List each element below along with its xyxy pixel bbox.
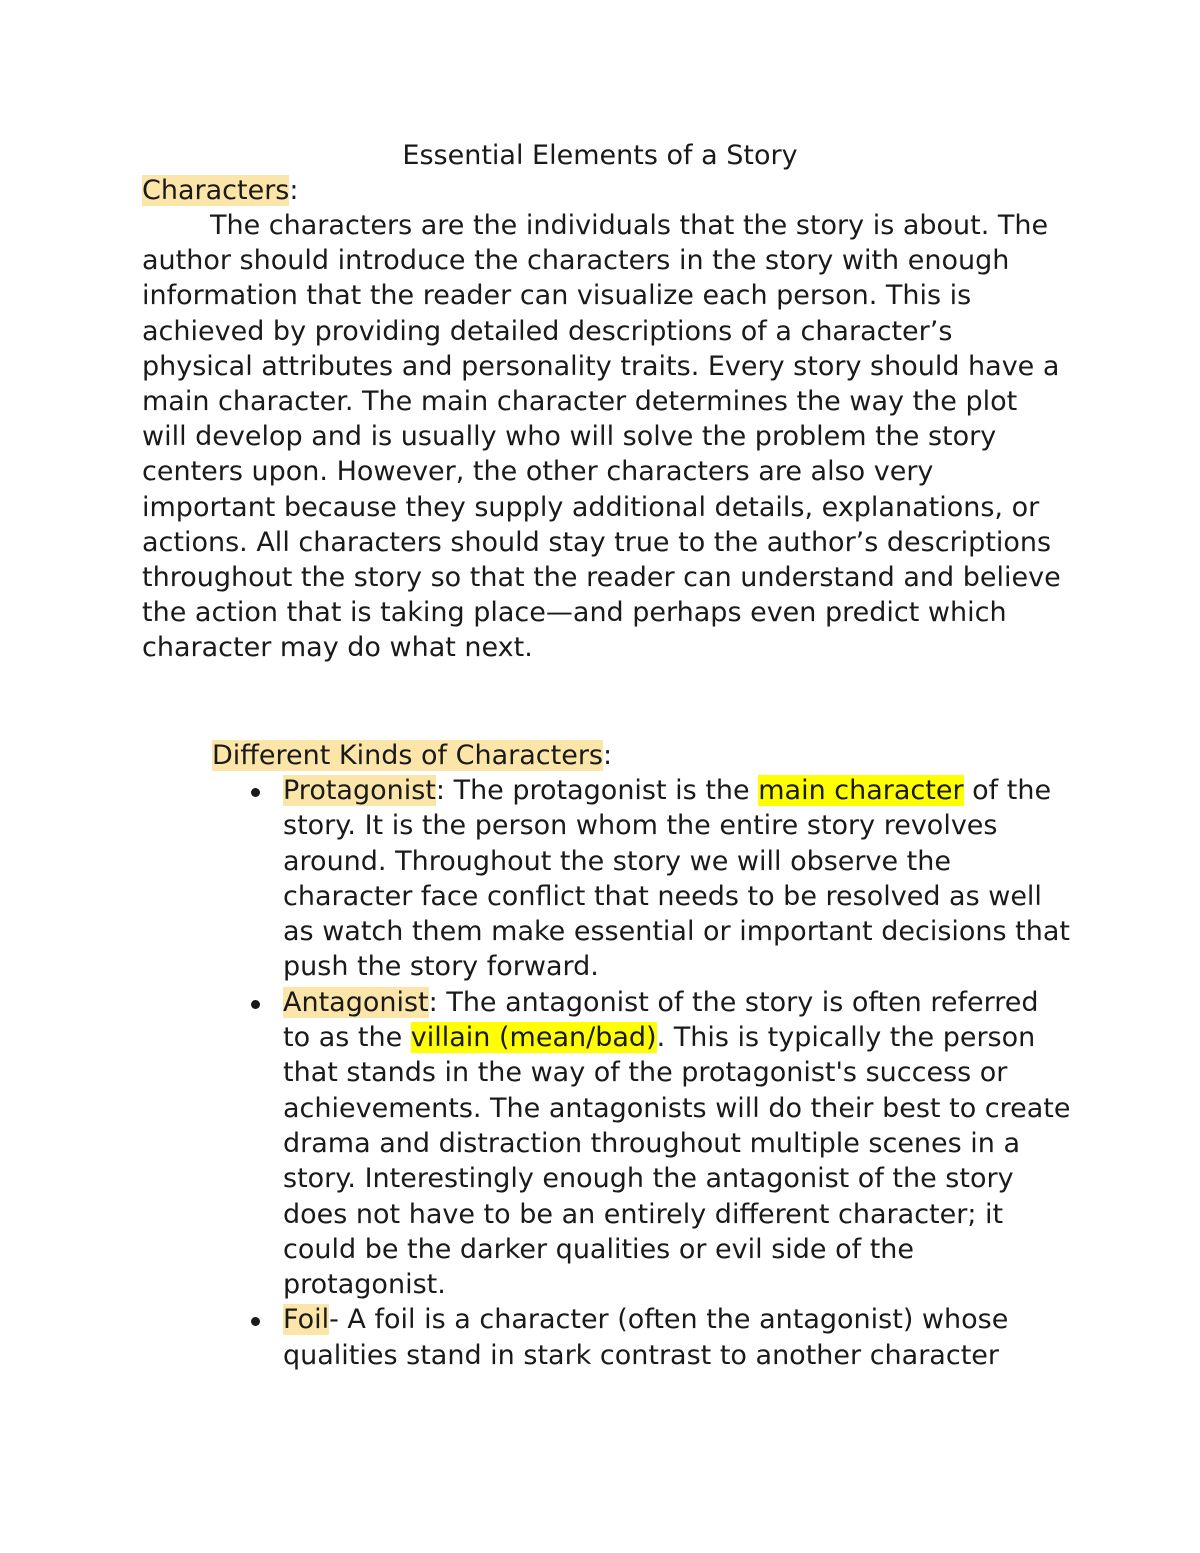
term-antagonist: Antagonist [283, 986, 429, 1018]
characters-heading-label: Characters [142, 175, 290, 206]
kinds-heading-colon: : [603, 740, 613, 771]
kinds-heading [212, 738, 612, 773]
kinds-heading-label: Different Kinds of Characters [212, 740, 603, 771]
characters-heading-colon: : [289, 175, 299, 206]
characters-paragraph: The characters are the individuals that the story is about. The author should introduce the characters in the story with enough information that the reader can visualize each person. This is achieved by providing detailed descriptions of a character’s physical attributes and personality traits. Every story should have a main character. The main character determines the way the plot will develop and is usually who will solve the problem the story centers upon. However, the other characters are also very important because they supply additional details, explanations, or actions. All characters should stay true to the author’s descriptions throughout the story so that the reader can understand and believe the action that is taking place—and perhaps even predict which character may do what next. [142, 210, 1061, 664]
term-protagonist: Protagonist [283, 775, 436, 806]
list-item-protagonist [283, 773, 1073, 985]
character-types-list [283, 773, 1073, 1373]
document-title: Essential Elements of a Story [402, 140, 798, 171]
item-text-pre: : The antagonist of the story is often referred to as the [283, 986, 1039, 1054]
item-text-pre: - A foil is a character (often the antagonist) whose qualities stand in stark contrast to another character [283, 1304, 1009, 1371]
list-item-antagonist [283, 985, 1073, 1303]
term-foil: Foil [283, 1304, 330, 1336]
item-text-pre: : The protagonist is the [435, 775, 759, 806]
characters-heading [142, 173, 298, 208]
bullet-icon [251, 1317, 260, 1326]
bullet-icon [251, 788, 260, 797]
item-text-post: . This is typically the person that stands in the way of the protagonist's success or achievements. The antagonists will do their best to create drama and distraction throughout multiple scenes in a story. Interestingly enough the antagonist of the story does not have to be an entirely different character; it could be the darker qualities or evil side of the protagonist. [283, 1022, 1071, 1301]
bullet-icon [251, 1000, 260, 1009]
item-text-post: of the story. It is the person whom the entire story revolves around. Throughout the story we will observe the character face conflict that needs to be resolved as well as watch them make essential or important decisions that push the story forward. [283, 775, 1070, 983]
list-item-foil [283, 1302, 1073, 1373]
key-phrase-villain: villain (mean/bad) [410, 1022, 657, 1054]
key-phrase-main-character: main character [758, 775, 964, 806]
